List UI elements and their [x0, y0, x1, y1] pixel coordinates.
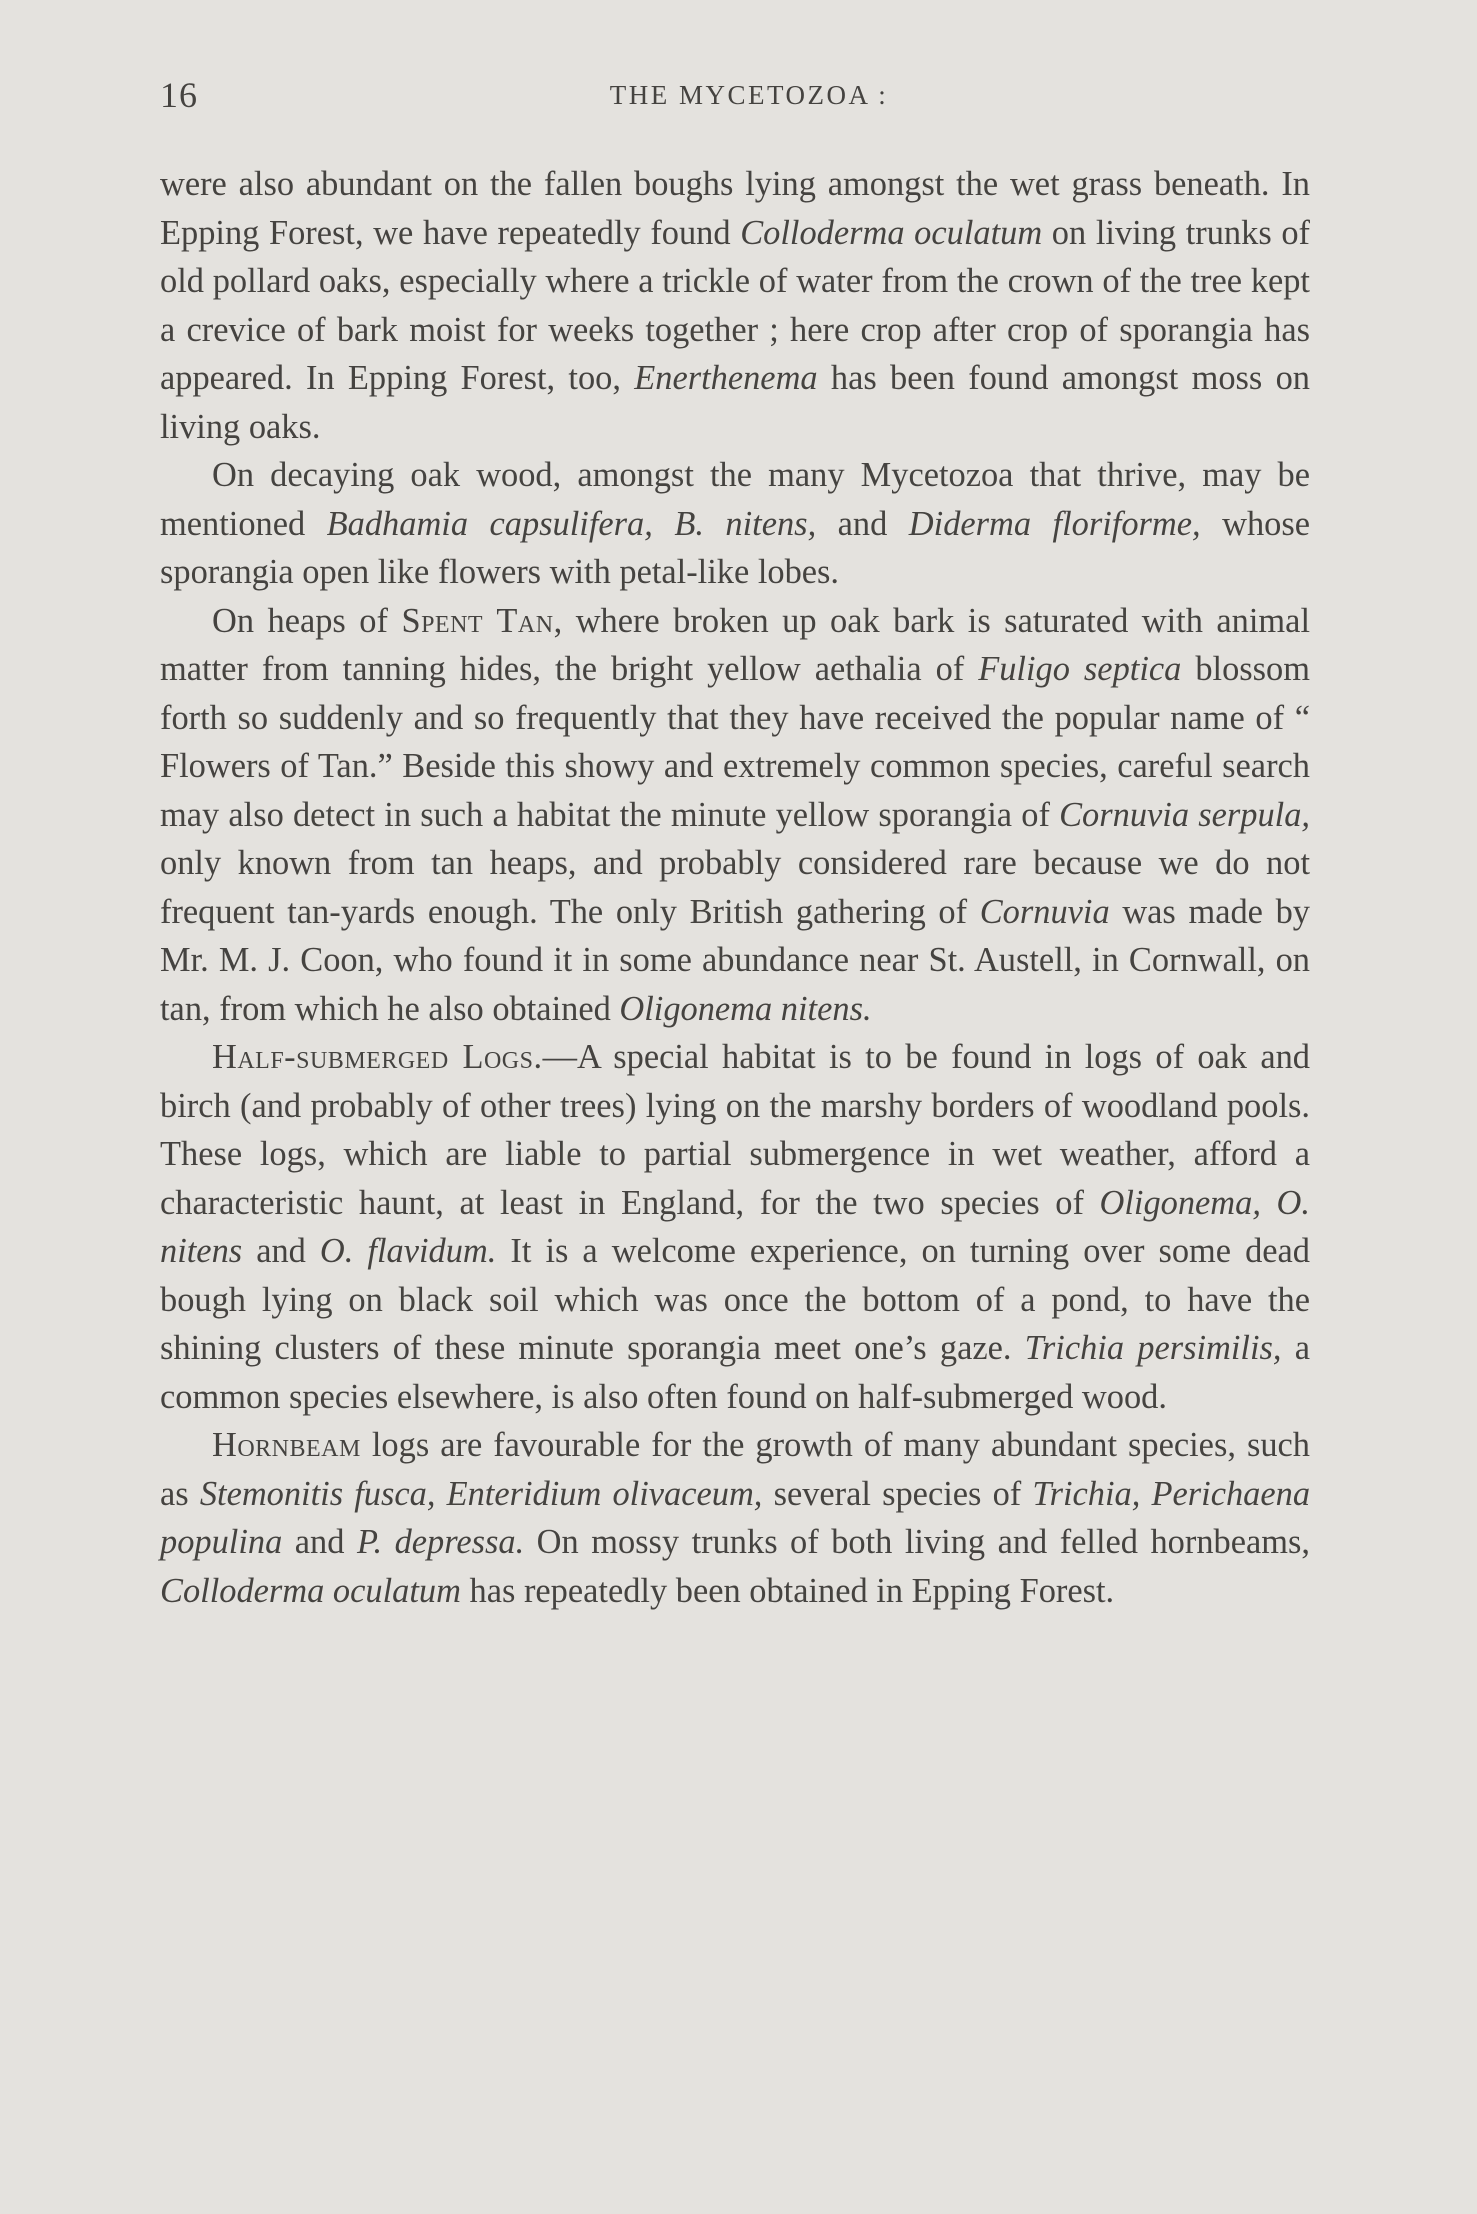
text-run: blossom forth so suddenly and so frequently that they have received the popular name of “ Flowers of Tan.” Beside this showy and extremely common species, careful search may also detect in such a habitat the minute yellow sporangia of — [160, 650, 1310, 834]
italic-text: Stemonitis fusca, Enteridium olivaceum, — [199, 1474, 763, 1513]
italic-text: Trichia persimilis, — [1024, 1329, 1282, 1367]
text-run: and — [816, 504, 909, 543]
italic-text: O. flavidum. — [319, 1232, 497, 1270]
text-run: On heaps of — [212, 601, 402, 640]
paragraph — [160, 160, 1310, 451]
italic-text: Colloderma oculatum — [160, 1571, 461, 1610]
italic-text: Enerthenema — [634, 359, 818, 397]
text-run: and — [242, 1232, 320, 1270]
text-run: , where broken up oak bark is saturated with animal matter from tanning hides, the bright yellow aethalia of — [160, 601, 1311, 688]
page-number: 16 — [160, 75, 198, 115]
small-caps-heading: Half-submerged Logs. — [212, 1038, 543, 1076]
text-run: On mossy trunks of both living and felled hornbeams, — [524, 1523, 1310, 1561]
italic-text: Oligonema, O. nitens — [160, 1183, 1310, 1270]
italic-text: Badhamia capsulifera, B. nitens, — [326, 504, 817, 543]
text-run: was made by Mr. M. J. Coon, who found it in some abundance near St. Austell, in Cornwall, on tan, from which he also obtained — [160, 892, 1310, 1028]
body-text — [160, 160, 1310, 1615]
italic-text: Cornuvia — [979, 892, 1110, 931]
running-title: THE MYCETOZOA : — [609, 80, 889, 110]
text-run: on living trunks of old pollard oaks, especially where a trickle of water from the crown of the tree kept a crevice of bark moist for weeks together ; here crop after crop of sporangia has appeared. In Epping Forest, too, — [160, 213, 1310, 397]
text-run: has been found amongst moss on living oaks. — [160, 359, 1310, 446]
text-run: On decaying oak wood, amongst the many Mycetozoa that thrive, may be mentioned — [160, 456, 1310, 543]
text-run: a common species elsewhere, is also often found on half-submerged wood. — [160, 1329, 1310, 1416]
italic-text: Cornuvia serpula, — [1059, 795, 1310, 834]
italic-text: Oligonema nitens. — [619, 989, 872, 1028]
paragraph — [160, 451, 1310, 597]
paragraph — [160, 1421, 1310, 1615]
text-run: only known from tan heaps, and probably considered rare because we do not frequent tan-yards enough. The only British gathering of — [160, 844, 1310, 931]
paragraph — [160, 597, 1310, 1034]
italic-text: Colloderma oculatum — [740, 213, 1043, 252]
paragraph — [160, 1033, 1310, 1421]
italic-text: P. depressa. — [356, 1523, 525, 1561]
running-head — [160, 74, 1310, 124]
italic-text: Fuligo septica — [978, 650, 1182, 688]
italic-text: Trichia, Perichaena populina — [160, 1474, 1311, 1561]
text-run: whose sporangia open like flowers with petal-like lobes. — [160, 504, 1310, 591]
small-caps-heading: Spent Tan — [401, 601, 554, 640]
text-run: several species of — [762, 1474, 1033, 1513]
text-run: has repeatedly been obtained in Epping Forest. — [460, 1571, 1115, 1610]
text-run: It is a welcome experience, on turning over some dead bough lying on black soil which was once the bottom of a pond, to have the shining clusters of these minute sporangia meet one’s gaze. — [160, 1232, 1310, 1367]
text-run: logs are favourable for the growth of many abundant species, such as — [160, 1426, 1310, 1513]
text-run: were also abundant on the fallen boughs lying amongst the wet grass beneath. In Epping Forest, we have repeatedly found — [160, 165, 1310, 252]
small-caps-heading: Hornbeam — [212, 1426, 361, 1464]
text-run: and — [282, 1523, 357, 1561]
italic-text: Diderma floriforme, — [908, 504, 1201, 543]
text-run: —A special habitat is to be found in logs of oak and birch (and probably of other trees) lying on the marshy borders of woodland pools. These logs, which are liable to partial submergence in wet weather, afford a characteristic haunt, at least in England, for the two species of — [160, 1038, 1310, 1222]
